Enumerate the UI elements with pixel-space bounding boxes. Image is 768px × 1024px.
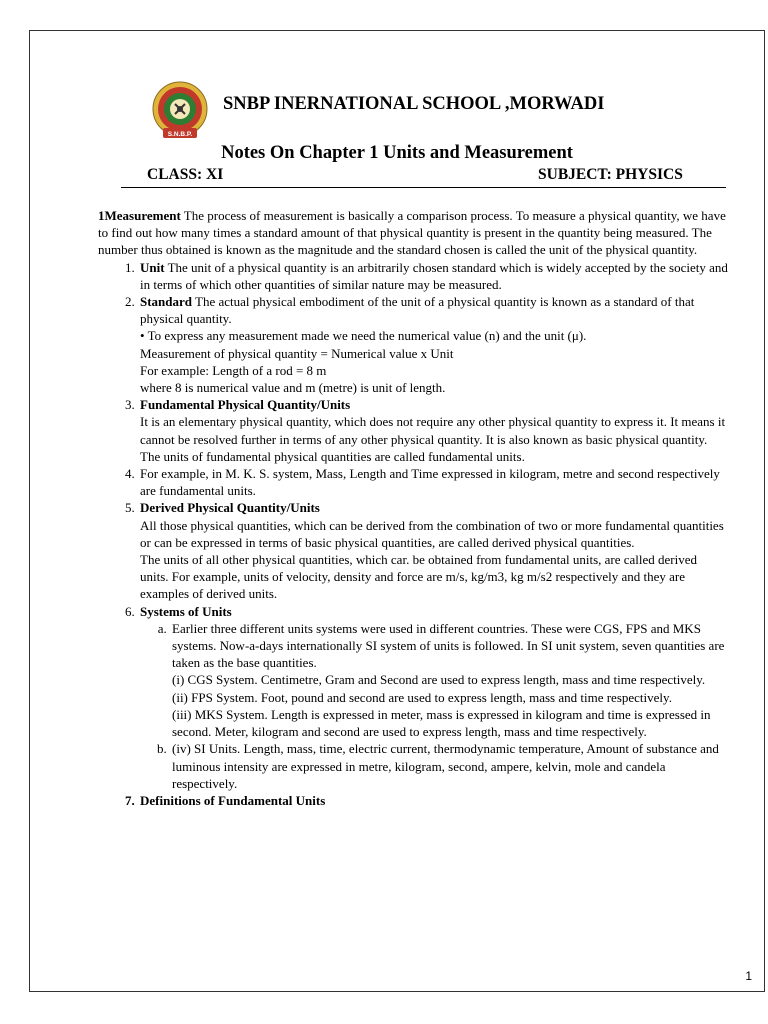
list-item-definitions: [138, 792, 728, 809]
list-item-unit: [138, 259, 728, 293]
mks-text: (iii) MKS System. Length is expressed in meter, mass is expressed in kilogram and time is expressed in second. Meter, kilogram and second are used to express length, mass and time respectively.: [172, 706, 711, 740]
class-label: CLASS: XI: [147, 166, 224, 183]
cgs-text: (i) CGS System. Centimetre, Gram and Second are used to express length, mass and time respectively.: [172, 672, 706, 688]
intro-text: The process of measurement is basically a comparison process. To measure a physical quantity, we have to find out how many times a standard amount of that physical quantity is present in the quantity being measured. The number thus obtained is known as the magnitude and the standard chosen is called the unit of the physical quantity.: [98, 208, 726, 258]
header-divider: [121, 187, 726, 188]
list-item-example: [138, 465, 728, 499]
fps-text: (ii) FPS System. Foot, pound and second are used to express length, mass and time respectively.: [172, 689, 672, 705]
topics-list: [98, 259, 728, 810]
document-page: [29, 30, 765, 992]
subject-label: SUBJECT: PHYSICS: [538, 166, 683, 183]
fundamental-text: It is an elementary physical quantity, which does not require any other physical quantity to express it. It means it cannot be resolved further in terms of any other physical quantity. It is also known as basic physical quantity.: [140, 414, 726, 447]
standard-heading: Standard: [140, 294, 193, 310]
list-item-fundamental: [138, 396, 728, 465]
fundamental-heading: Fundamental Physical Quantity/Units: [140, 397, 351, 413]
intro-heading: 1Measurement: [98, 208, 181, 223]
standard-line: where 8 is numerical value and m (metre) is unit of length.: [140, 380, 446, 396]
notes-body: [98, 207, 728, 809]
list-item-standard: [138, 293, 728, 396]
intro-paragraph: [98, 207, 728, 259]
derived-heading: Derived Physical Quantity/Units: [140, 500, 320, 516]
definitions-heading: Definitions of Fundamental Units: [140, 792, 326, 808]
example-text: For example, in M. K. S. system, Mass, Length and Time expressed in kilogram, metre and second respectively are fundamental units.: [140, 466, 720, 499]
derived-text: The units of all other physical quantities, which car. be obtained from fundamental units, are called derived units. For example, units of velocity, density and force are m/s, kg/m3, kg m/s2 respectively and they are examples of derived units.: [140, 552, 698, 602]
school-name: SNBP INERNATIONAL SCHOOL ,MORWADI: [223, 94, 605, 114]
unit-heading: Unit: [140, 259, 165, 275]
logo-lettering: S.N.B.P.: [167, 131, 193, 138]
standard-line: Measurement of physical quantity = Numerical value x Unit: [140, 345, 454, 361]
systems-heading: Systems of Units: [140, 603, 232, 619]
si-text: (iv) SI Units. Length, mass, time, electric current, thermodynamic temperature, Amount of substance and luminous intensity are expressed in metre, kilogram, second, ampere, kelvin, mole and candela respectively.: [172, 741, 719, 791]
fundamental-text: The units of fundamental physical quantities are called fundamental units.: [140, 448, 525, 464]
page-number: 1: [745, 969, 752, 983]
unit-text: The unit of a physical quantity is an arbitrarily chosen standard which is widely accepted by the society and in terms of which other quantities of similar nature may be measured.: [140, 259, 728, 292]
school-logo: [149, 80, 211, 142]
standard-text: The actual physical embodiment of the unit of a physical quantity is known as a standard of that physical quantity.: [140, 294, 695, 327]
systems-sublist: [140, 620, 728, 792]
systems-a-text: a. Earlier three different units systems were used in different countries. These were CGS, FPS and MKS systems. Now-a-days internationally SI system of units is followed. In SI unit system, seven quantities are taken as the base quantities.: [172, 620, 725, 671]
sublist-item-a: [170, 620, 728, 740]
list-item-systems: [138, 603, 728, 792]
list-item-derived: [138, 499, 728, 602]
standard-line: • To express any measurement made we need the numerical value (n) and the unit (μ).: [140, 328, 587, 344]
derived-text: All those physical quantities, which can be derived from the combination of two or more fundamental quantities or can be expressed in terms of basic physical quantities, are called derived physical quantities.: [140, 517, 724, 550]
page-title: Notes On Chapter 1 Units and Measurement: [221, 143, 573, 163]
standard-line: For example: Length of a rod = 8 m: [140, 362, 327, 378]
sublist-item-b: [170, 740, 728, 792]
